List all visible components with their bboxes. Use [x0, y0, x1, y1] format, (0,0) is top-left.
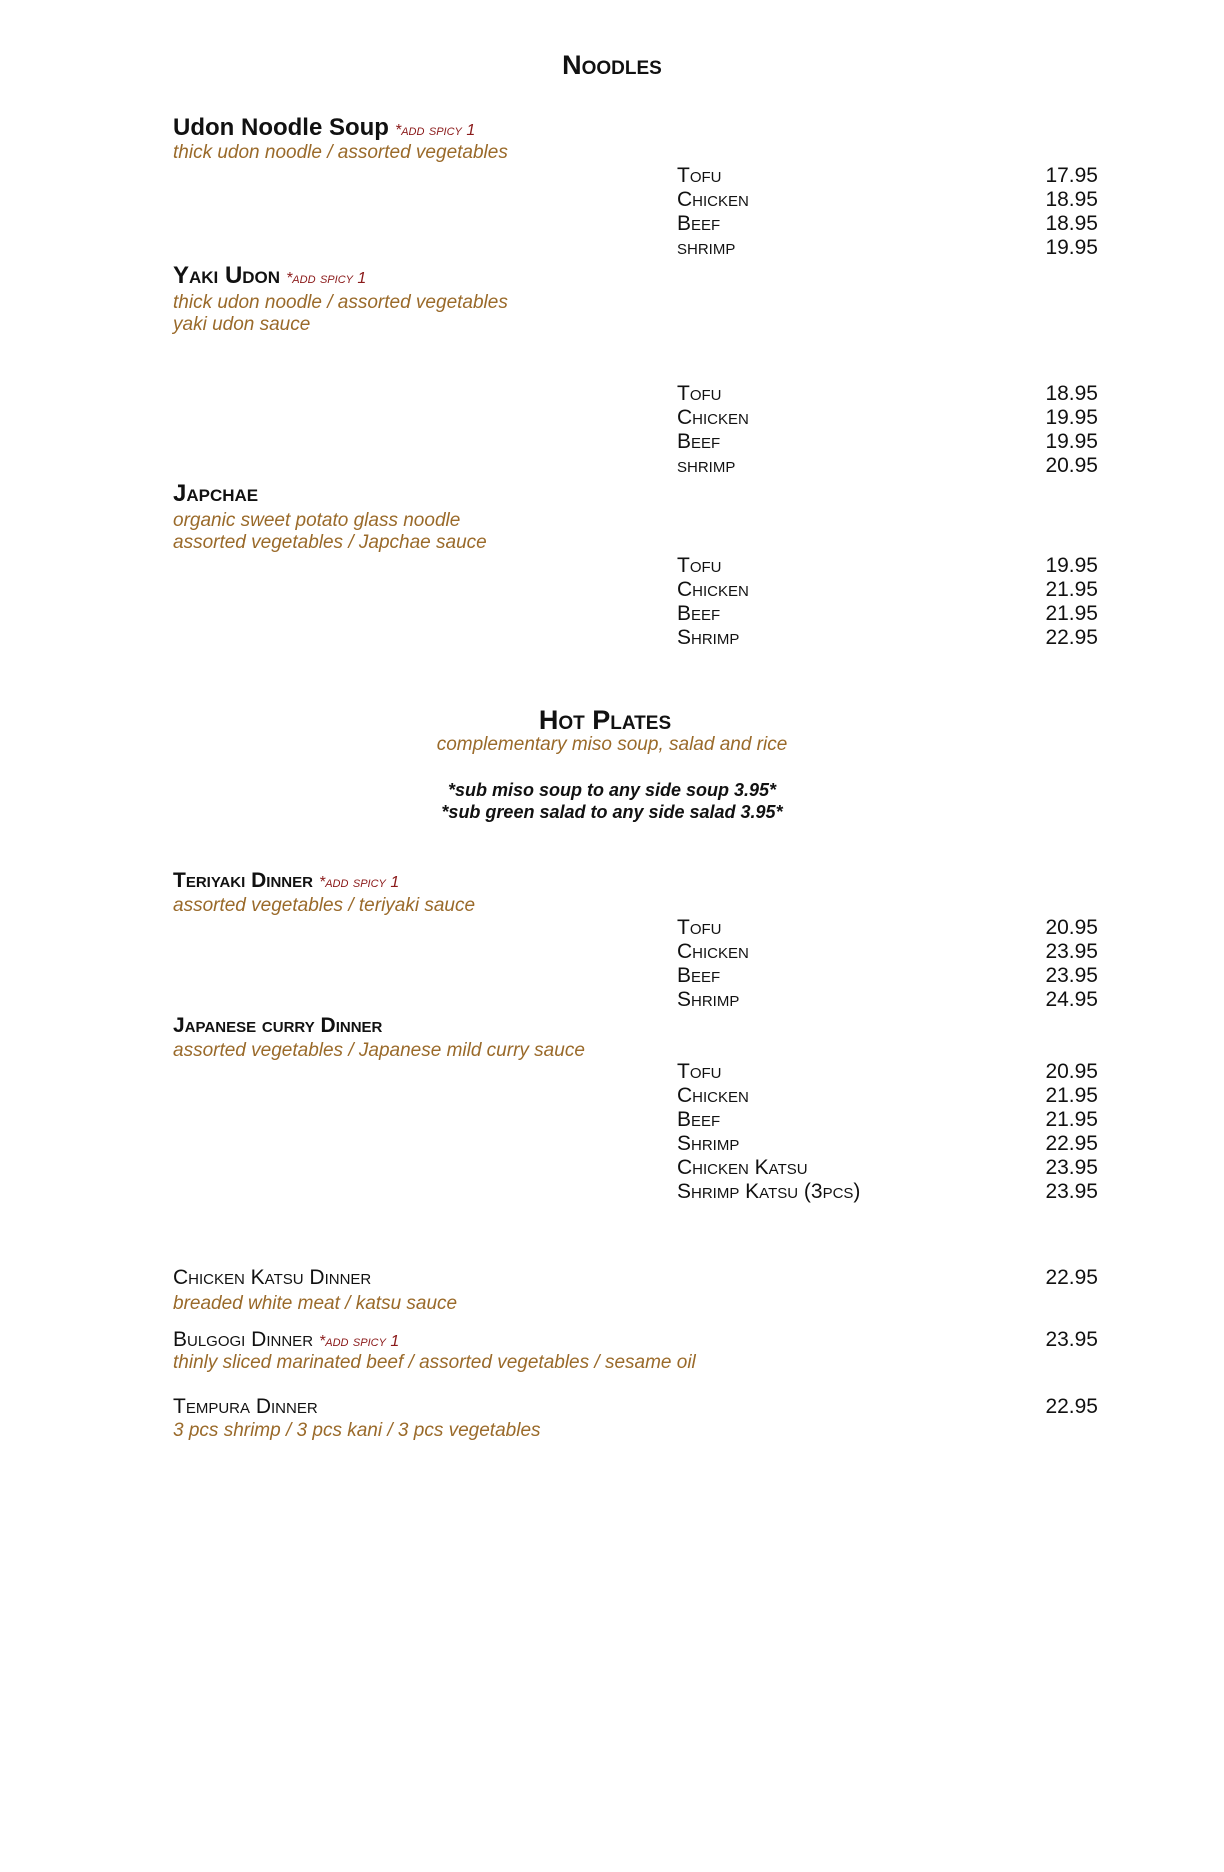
- option-price: 22.95: [1045, 1132, 1098, 1155]
- udon-soup-name-row: [173, 114, 475, 142]
- option-price: 19.95: [1045, 554, 1098, 577]
- option-label: Tofu: [677, 382, 722, 405]
- option-price: 19.95: [1045, 430, 1098, 453]
- item-description: assorted vegetables / Japanese mild curry sauce: [173, 1040, 585, 1061]
- item-price: 22.95: [1045, 1266, 1098, 1289]
- option-price: 23.95: [1045, 940, 1098, 963]
- item-name: Japanese curry Dinner: [173, 1014, 383, 1037]
- item-name: Japchae: [173, 480, 259, 507]
- option-price: 18.95: [1045, 212, 1098, 235]
- item-description: assorted vegetables / teriyaki sauce: [173, 895, 476, 916]
- option-price: 23.95: [1045, 1180, 1098, 1203]
- item-price: 23.95: [1045, 1328, 1098, 1351]
- hot-plates-title: Hot Plates: [538, 705, 672, 735]
- hot-plates-subtitle: complementary miso soup, salad and rice: [436, 734, 788, 755]
- item-description: thinly sliced marinated beef / assorted vegetables / sesame oil: [173, 1352, 696, 1373]
- option-price: 23.95: [1045, 964, 1098, 987]
- option-price: 20.95: [1045, 454, 1098, 477]
- option-price: 17.95: [1045, 164, 1098, 187]
- option-price: 20.95: [1045, 916, 1098, 939]
- teriyaki-name-row: [173, 869, 399, 893]
- option-price: 18.95: [1045, 188, 1098, 211]
- option-price: 22.95: [1045, 626, 1098, 649]
- item-description: thick udon noodle / assorted vegetables: [173, 142, 508, 163]
- item-description: organic sweet potato glass noodle: [173, 510, 461, 531]
- option-label: Chicken: [677, 406, 749, 429]
- item-description: 3 pcs shrimp / 3 pcs kani / 3 pcs vegetables: [173, 1420, 541, 1441]
- item-name: Bulgogi Dinner: [173, 1328, 314, 1351]
- option-label: shrimp: [677, 236, 736, 259]
- noodles-title: Noodles: [562, 50, 662, 80]
- option-label: Beef: [677, 212, 721, 235]
- option-price: 21.95: [1045, 1084, 1098, 1107]
- option-label: Chicken: [677, 578, 749, 601]
- item-name: Tempura Dinner: [173, 1395, 318, 1418]
- spicy-note: *add spicy 1: [319, 1333, 400, 1350]
- option-label: Chicken: [677, 188, 749, 211]
- option-label: Shrimp: [677, 626, 740, 649]
- item-name: Yaki Udon: [173, 262, 281, 289]
- option-price: 23.95: [1045, 1156, 1098, 1179]
- option-price: 24.95: [1045, 988, 1098, 1011]
- option-label: Chicken: [677, 940, 749, 963]
- option-price: 18.95: [1045, 382, 1098, 405]
- option-label: Shrimp Katsu (3pcs): [677, 1180, 861, 1203]
- item-description: yaki udon sauce: [173, 314, 311, 335]
- item-description: assorted vegetables / Japchae sauce: [173, 532, 487, 553]
- option-label: Tofu: [677, 554, 722, 577]
- option-label: Beef: [677, 430, 721, 453]
- spicy-note: *add spicy 1: [286, 270, 367, 287]
- item-description: thick udon noodle / assorted vegetables: [173, 292, 508, 313]
- option-price: 21.95: [1045, 1108, 1098, 1131]
- option-price: 20.95: [1045, 1060, 1098, 1083]
- item-name: Teriyaki Dinner: [173, 869, 313, 892]
- option-label: Beef: [677, 964, 721, 987]
- option-price: 21.95: [1045, 578, 1098, 601]
- option-label: Tofu: [677, 1060, 722, 1083]
- item-name: Udon Noodle Soup: [173, 114, 389, 141]
- bulgogi-name-row: [173, 1328, 399, 1352]
- option-label: Beef: [677, 1108, 721, 1131]
- option-label: Chicken Katsu: [677, 1156, 808, 1179]
- option-label: Beef: [677, 602, 721, 625]
- item-description: breaded white meat / katsu sauce: [173, 1293, 458, 1314]
- spicy-note: *add spicy 1: [318, 874, 400, 891]
- option-price: 19.95: [1045, 236, 1098, 259]
- option-label: Tofu: [677, 164, 722, 187]
- option-label: Tofu: [677, 916, 722, 939]
- option-label: shrimp: [677, 454, 736, 477]
- spicy-note: *add spicy 1: [394, 122, 476, 139]
- item-name: Chicken Katsu Dinner: [173, 1266, 372, 1289]
- sub-note: *sub miso soup to any side soup 3.95*: [447, 780, 777, 800]
- sub-note: *sub green salad to any side salad 3.95*: [441, 802, 783, 822]
- option-label: Shrimp: [677, 988, 740, 1011]
- option-label: Chicken: [677, 1084, 749, 1107]
- item-price: 22.95: [1045, 1395, 1098, 1418]
- option-price: 19.95: [1045, 406, 1098, 429]
- option-price: 21.95: [1045, 602, 1098, 625]
- yaki-udon-name-row: [173, 262, 366, 290]
- option-label: Shrimp: [677, 1132, 740, 1155]
